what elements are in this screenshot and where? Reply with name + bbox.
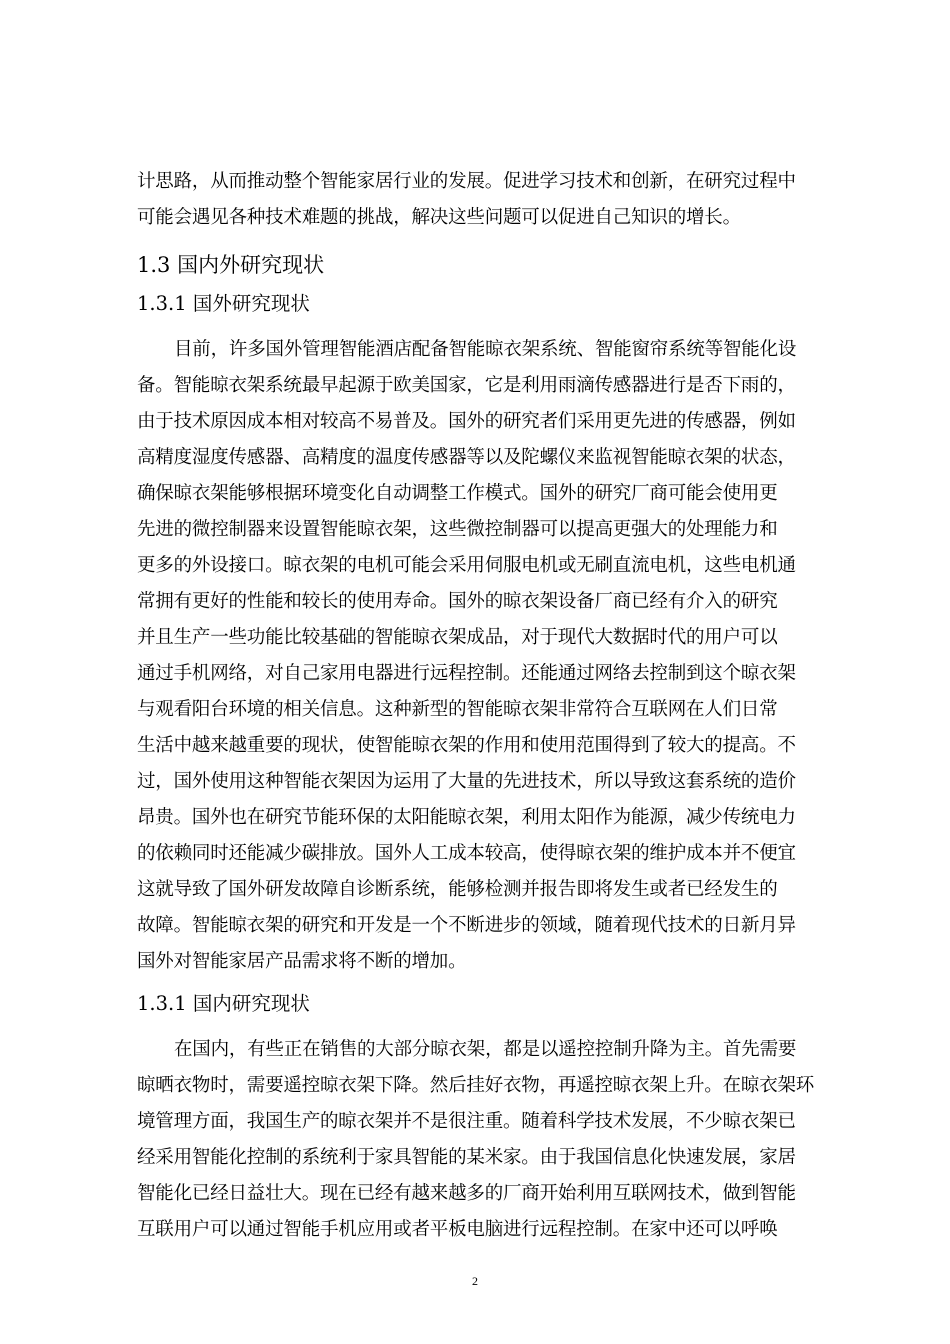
text-line: 经采用智能化控制的系统利于家具智能的某米家。由于我国信息化快速发展，家居 (137, 1147, 796, 1168)
text-line: 境管理方面，我国生产的晾衣架并不是很注重。随着科学技术发展，不少晾衣架已 (137, 1111, 796, 1132)
text-line: 这就导致了国外研发故障自诊断系统，能够检测并报告即将发生或者已经发生的 (137, 879, 778, 900)
section-heading-1-3: 1.3 国内外研究现状 (137, 253, 325, 277)
document-page (137, 164, 815, 1248)
text-line: 可能会遇见各种技术难题的挑战，解决这些问题可以促进自己知识的增长。 (137, 207, 741, 228)
text-line: 常拥有更好的性能和较长的使用寿命。国外的晾衣架设备厂商已经有介入的研究 (137, 591, 778, 612)
text-line: 生活中越来越重要的现状，使智能晾衣架的作用和使用范围得到了较大的提高。不 (137, 735, 796, 756)
text-line: 并且生产一些功能比较基础的智能晾衣架成品，对于现代大数据时代的用户可以 (137, 627, 778, 648)
text-line: 目前，许多国外管理智能酒店配备智能晾衣架系统、智能窗帘系统等智能化设 (174, 339, 797, 360)
text-line: 在国内，有些正在销售的大部分晾衣架，都是以遥控控制升降为主。首先需要 (174, 1039, 797, 1060)
text-line: 的依赖同时还能减少碳排放。国外人工成本较高，使得晾衣架的维护成本并不便宜 (137, 843, 796, 864)
foreign-research-paragraph (137, 332, 815, 980)
text-line: 确保晾衣架能够根据环境变化自动调整工作模式。国外的研究厂商可能会使用更 (137, 483, 778, 504)
text-line: 与观看阳台环境的相关信息。这种新型的智能晾衣架非常符合互联网在人们日常 (137, 699, 778, 720)
text-line: 高精度湿度传感器、高精度的温度传感器等以及陀螺仪来监视智能晾衣架的状态， (137, 447, 796, 468)
text-line: 通过手机网络，对自己家用电器进行远程控制。还能通过网络去控制到这个晾衣架 (137, 663, 796, 684)
text-line: 备。智能晾衣架系统最早起源于欧美国家，它是利用雨滴传感器进行是否下雨的， (137, 375, 796, 396)
subsection-heading-domestic-research: 1.3.1 国内研究现状 (137, 992, 310, 1015)
page-number: 2 (472, 1274, 478, 1288)
domestic-research-paragraph (137, 1032, 815, 1248)
text-line: 由于技术原因成本相对较高不易普及。国外的研究者们采用更先进的传感器，例如 (137, 411, 796, 432)
subsection-heading-foreign-research: 1.3.1 国外研究现状 (137, 292, 310, 315)
text-line: 故障。智能晾衣架的研究和开发是一个不断进步的领域，随着现代技术的日新月异 (137, 915, 796, 936)
text-line: 昂贵。国外也在研究节能环保的太阳能晾衣架，利用太阳作为能源，减少传统电力 (137, 807, 796, 828)
intro-paragraph (137, 164, 815, 236)
text-line: 计思路，从而推动整个智能家居行业的发展。促进学习技术和创新，在研究过程中 (137, 171, 796, 192)
text-line: 互联用户可以通过智能手机应用或者平板电脑进行远程控制。在家中还可以呼唤 (137, 1219, 778, 1240)
text-line: 先进的微控制器来设置智能晾衣架，这些微控制器可以提高更强大的处理能力和 (137, 519, 778, 540)
text-line: 国外对智能家居产品需求将不断的增加。 (137, 951, 467, 972)
text-line: 智能化已经日益壮大。现在已经有越来越多的厂商开始利用互联网技术，做到智能 (137, 1183, 796, 1204)
text-line: 晾晒衣物时，需要遥控晾衣架下降。然后挂好衣物，再遥控晾衣架上升。在晾衣架环 (137, 1075, 815, 1096)
text-line: 过，国外使用这种智能衣架因为运用了大量的先进技术，所以导致这套系统的造价 (137, 771, 796, 792)
text-line: 更多的外设接口。晾衣架的电机可能会采用伺服电机或无刷直流电机，这些电机通 (137, 555, 796, 576)
